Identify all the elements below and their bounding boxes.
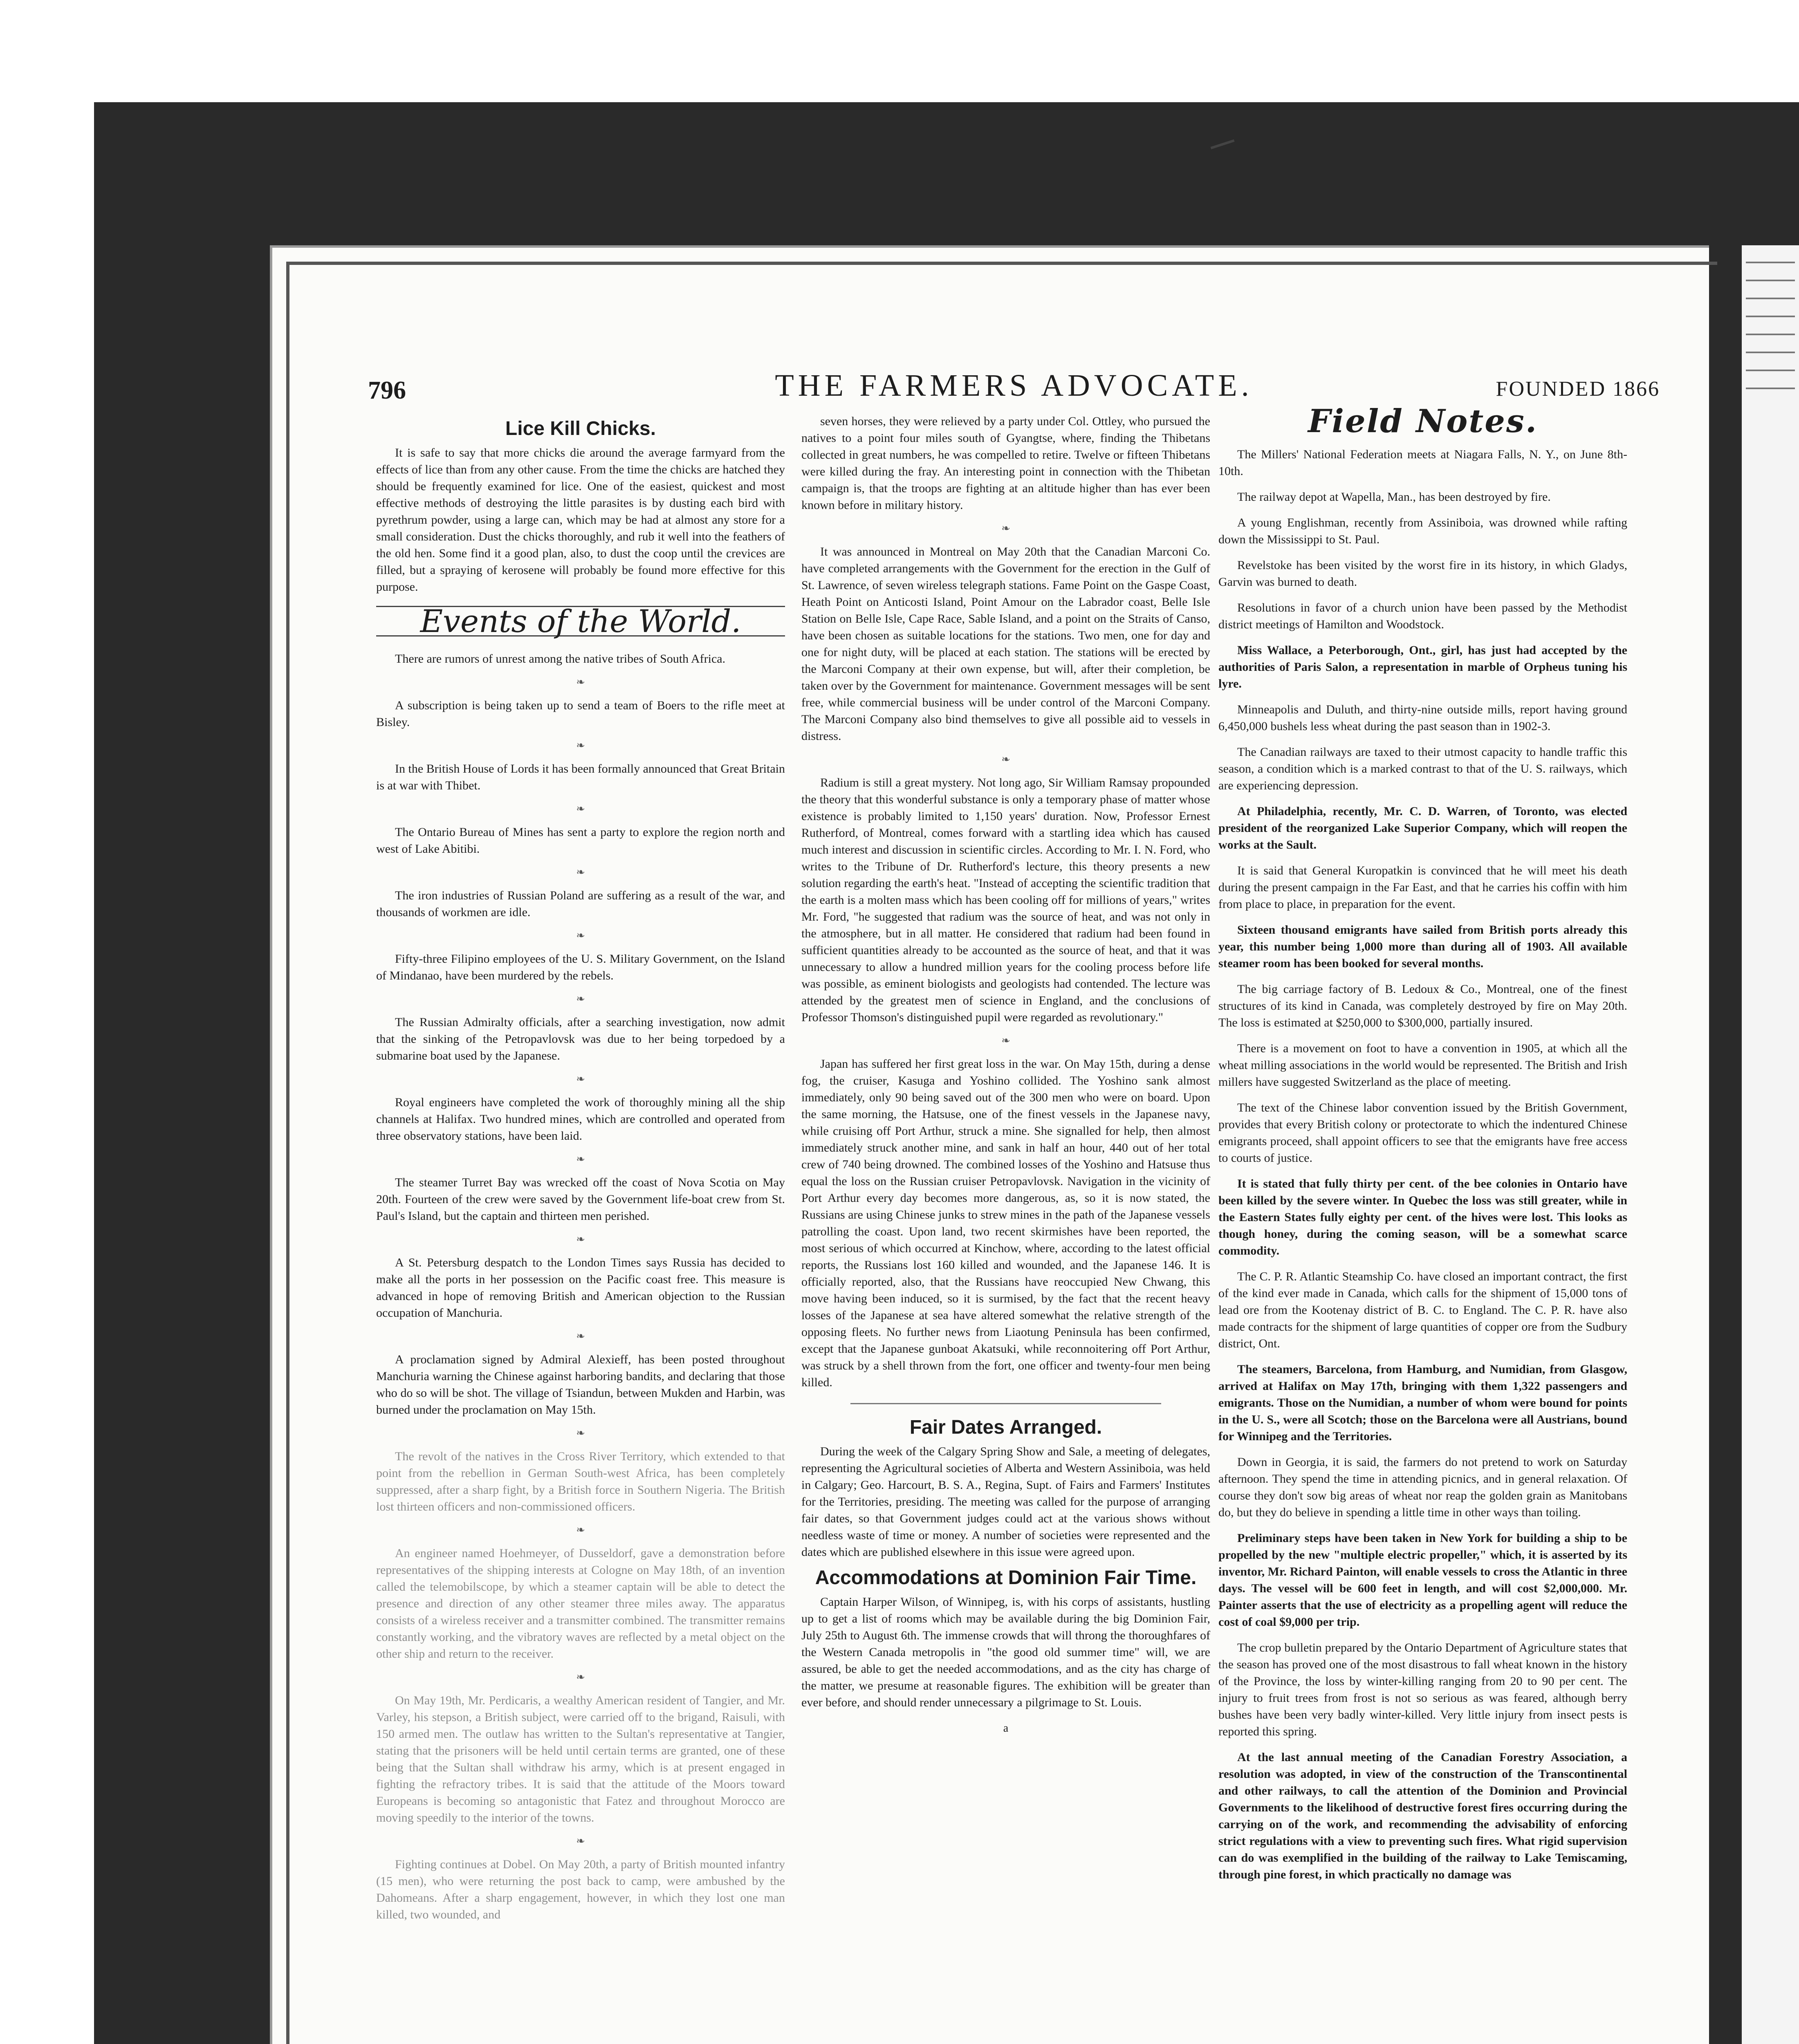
fair-dates-article: During the week of the Calgary Spring Show and Sale, a meeting of delegates, representing the Agricultural societies of Alberta and Western Assiniboia, was held in Calgary; Geo. Harcourt, B. S. A., Regina, Supt. of Fairs and Farmers' Institutes for the Territories, presiding. The meeting was called for the purpose of arranging fair dates, so that Government judges could act at the various shows without needless waste of time or money. A number of societies were represented and the dates which are published elsewhere in this issue were agreed upon. — [801, 1445, 1210, 1559]
section-rule — [850, 1403, 1161, 1404]
item-separator: ❧ — [576, 930, 585, 941]
field-note-item: At Philadelphia, recently, Mr. C. D. Warren, of Toronto, was elected president of the reorganized Lake Superior Company, which will reopen the works at the Sault. — [1218, 805, 1627, 852]
field-note-item: The Millers' National Federation meets at Niagara Falls, N. Y., on June 8th-10th. — [1218, 448, 1627, 478]
field-note-item: There is a movement on foot to have a convention in 1905, at which all the wheat milling associations in the world would be represented. The British and Irish millers have suggested Switzerland as the place of meeting. — [1218, 1042, 1627, 1089]
news-item: Royal engineers have completed the work of thoroughly mining all the ship channels at Halifax. Two hundred mines, which are controlled and operated from three observatory stations, have been laid. — [376, 1096, 785, 1143]
column-2 — [801, 413, 1210, 1737]
item-separator: ❧ — [576, 1671, 585, 1683]
news-item: A proclamation signed by Admiral Alexieff, has been posted throughout Manchuria warning the Chinese against harboring bandits, and declaring that those who do so will be shot. The village of Tsiandun, between Mukden and Harbin, was burned under the proclamation on May 15th. — [376, 1353, 785, 1416]
page-number: 796 — [368, 377, 406, 404]
field-note-item: The text of the Chinese labor convention issued by the British Government, provides that every British colony or protectorate to which the indentured Chinese emigrants proceed, shall appoint officers to see that the emigrants have free access to courts of justice. — [1218, 1101, 1627, 1165]
item-separator: ❧ — [1001, 522, 1010, 534]
accommodations-article: Captain Harper Wilson, of Winnipeg, is, with his corps of assistants, hustling up to get a list of rooms which may be available during the big Dominion Fair, July 25th to August 6th. The immense crowds that will throng the thoroughfares of the Western Canada metropolis in "the good old summer time" will, we are assured, be able to get the needed accommodations, and as the city has charge of the matter, we presume at reasonable figures. The exhibition will be greater than ever before, and should render unnecessary a pilgrimage to St. Louis. — [801, 1595, 1210, 1709]
founded-label: FOUNDED 1866 — [1496, 377, 1660, 401]
lice-article: It is safe to say that more chicks die around the average farmyard from the effects of lice than from any other cause. From the time the chicks are hatched they should be frequently examined for lice. One of the easiest, quickest and most effective methods of destroying the little parasites is by dusting each bird with pyrethrum powder, using a large can, which may be had at almost any store for a small consideration. Dust the chicks thoroughly, and rub it well into the feathers of the old hen. Some find it a good plan, also, to dust the coop until the crevices are filled, but a spraying of kerosene will probably be found more effective for this purpose. — [376, 446, 785, 594]
news-item: In the British House of Lords it has been formally announced that Great Britain is at war with Thibet. — [376, 762, 785, 792]
field-note-item: The C. P. R. Atlantic Steamship Co. have closed an important contract, the first of the kind ever made in Canada, which calls for the shipment of 15,000 tons of lead ore from the Kootenay district of B. C. to England. The C. P. R. have also made contracts for the shipment of large quantities of copper ore from the Sudbury district, Ont. — [1218, 1270, 1627, 1350]
accommodations-heading: Accommodations at Dominion Fair Time. — [815, 1567, 1197, 1589]
news-item: Fighting continues at Dobel. On May 20th, a party of British mounted infantry (15 men), who were returning the post back to camp, were ambushed by the Dahomeans. After a sharp engagement, however, in which they lost one man killed, two wounded, and — [376, 1858, 785, 1921]
item-separator: ❧ — [576, 1524, 585, 1536]
news-item: The steamer Turret Bay was wrecked off the coast of Nova Scotia on May 20th. Fourteen of the crew were saved by the Government life-boat crew from St. Paul's Island, but the captain and thirteen men perished. — [376, 1176, 785, 1223]
news-item: Radium is still a great mystery. Not long ago, Sir William Ramsay propounded the theory that this wonderful substance is only a temporary phase of matter whose existence is probably limited to 1,150 years' duration. Now, Professor Ernest Rutherford, of Montreal, comes forward with a startling idea which has caused much interest and discussion in scientific circles. According to Mr. I. N. Ford, who writes to the Tribune of Dr. Rutherford's lecture, this theory presents a new solution regarding the earth's heat. "Instead of accepting the scientific tradition that the earth is a molten mass which has been cooling off for millions of years," writes Mr. Ford, "he suggested that radium was the source of heat, and was not only in the atmosphere, but in all matter. He considered that radium had been found in sufficient quantities already to be accounted as the source of heat, and that it was unnecessary to allow a hundred million years for the cooling process before life was possible, as eminent biologists and geologists had contended. The lecture was attended by the greatest men of science in England, and the conclusions of Professor Thomson's distinguished pupil were regarded as revolutionary." — [801, 776, 1210, 1024]
item-separator: ❧ — [1001, 753, 1010, 765]
news-item: The iron industries of Russian Poland are suffering as a result of the war, and thousands of workmen are idle. — [376, 889, 785, 919]
item-separator: ❧ — [576, 1427, 585, 1439]
news-item: A subscription is being taken up to send a team of Boers to the rifle meet at Bisley. — [376, 699, 785, 729]
field-note-item: It is said that General Kuropatkin is convinced that he will meet his death during the present campaign in the Far East, and that he carries his coffin with him from place to place, in preparation for the event. — [1218, 864, 1627, 911]
item-separator: ❧ — [1001, 1035, 1010, 1047]
news-item: An engineer named Hoehmeyer, of Dusseldorf, gave a demonstration before representatives of the shipping interests at Cologne on May 18th, of an invention called the telemobilscope, by which a steamer captain will be able to detect the presence and direction of any other steamer three miles away. The apparatus consists of a wireless receiver and a transmitter combined. The transmitter remains constantly working, and the vibratory waves are reflected by a metal object on the other ship and return to the receiver. — [376, 1546, 785, 1661]
lice-heading: Lice Kill Chicks. — [505, 418, 656, 439]
field-note-item: A young Englishman, recently from Assiniboia, was drowned while rafting down the Mississippi to St. Paul. — [1218, 516, 1627, 546]
field-note-item: The crop bulletin prepared by the Ontario Department of Agriculture states that the season has proved one of the most disastrous to fall wheat known in the history of the Province, the loss by winter-killing ranging from 20 to 90 per cent. The injury to fruit trees from frost is not so serious as was feared, although berry bushes have been very badly winter-killed. Very little injury from insect pests is reported this spring. — [1218, 1641, 1627, 1738]
news-item: It was announced in Montreal on May 20th that the Canadian Marconi Co. have completed arrangements with the Government for the erection in the Gulf of St. Lawrence, of seven wireless telegraph stations. Fame Point on the Gaspe Coast, Heath Point on Anticosti Island, Point Amour on the Labrador coast, Belle Isle Station on Belle Isle, Cape Race, Sable Island, and a point on the Straits of Canso, have been chosen as suitable locations for the stations. Two men, one for day and one for night duty, will be placed at each station. The stations will be erected by the Marconi Company at their own expense, but will, after their completion, be taken over by the Government for maintenance. Government messages will be sent free, while commercial business will be under control of the Marconi Company. The Marconi Company also bind themselves to give all possible aid to vessels in distress. — [801, 545, 1210, 743]
field-note-item: Down in Georgia, it is said, the farmers do not pretend to work on Saturday afternoon. They spend the time in attending picnics, and in general relaxation. Of course they don't sow big areas of wheat nor reap the golden grain as Manitobans do, but they do believe in spending a little time in other ways than toiling. — [1218, 1455, 1627, 1519]
field-note-item: The big carriage factory of B. Ledoux & Co., Montreal, one of the finest structures of its kind in Canada, was completely destroyed by fire on May 20th. The loss is estimated at $250,000 to $300,000, partially insured. — [1218, 982, 1627, 1029]
column-3 — [1218, 403, 1627, 1892]
item-separator: ❧ — [576, 803, 585, 815]
field-note-item: It is stated that fully thirty per cent. of the bee colonies in Ontario have been killed by the severe winter. In Quebec the loss was still greater, while in the Eastern States fully eighty per cent. of the hives were lost. This looks as though honey, during the coming season, will be a somewhat scarce commodity. — [1218, 1177, 1627, 1257]
field-note-item: Miss Wallace, a Peterborough, Ont., girl, has just had accepted by the authorities of Paris Salon, a representation in marble of Orpheus tuning his lyre. — [1218, 643, 1627, 690]
events-banner: Events of the World. — [376, 606, 785, 637]
item-separator: ❧ — [576, 1330, 585, 1342]
news-item: On May 19th, Mr. Perdicaris, a wealthy American resident of Tangier, and Mr. Varley, his stepson, a British subject, were carried off to the brigand, Raisuli, with 150 armed men. The outlaw has written to the Sultan's representative at Tangier, stating that the prisoners will be held until certain terms are granted, one of these being that the Sultan shall withdraw his army, which is at present engaged in fighting the refractory tribes. It is said that the attitude of the Moors toward Europeans is becoming so antagonistic that Fatez and throughout Morocco are moving speedily to the interior of the towns. — [376, 1694, 785, 1824]
fair-dates-heading: Fair Dates Arranged. — [909, 1416, 1102, 1438]
item-separator: ❧ — [576, 1233, 585, 1245]
item-separator: ❧ — [576, 1835, 585, 1847]
field-note-item: Preliminary steps have been taken in New York for building a ship to be propelled by the new "multiple electric propeller," which, it is asserted by its inventor, Mr. Richard Painton, will enable vessels to cross the Atlantic in three days. The vessel will be 600 feet in length, and will cost $2,000,000. Mr. Painter asserts that the use of electricity as a propelling agent will reduce the cost of coal $9,000 per trip. — [1218, 1531, 1627, 1629]
field-note-item: At the last annual meeting of the Canadian Forestry Association, a resolution was adopted, in view of the construction of the Transcontinental and other railways, to call the attention of the Dominion and Provincial Governments to the likelihood of destructive forest fires occurring during the carrying on of the work, and recommending the advisability of enforcing strict regulations with a view to preventing such fires. What rigid supervision can do was exemplified in the building of the railway to Lake Temiscaming, through pine forest, in which practically no damage was — [1218, 1750, 1627, 1881]
item-separator: ❧ — [576, 993, 585, 1005]
field-note-item: Sixteen thousand emigrants have sailed from British ports already this year, this number being 1,000 more than during all of 1903. All available steamer room has been booked for several months. — [1218, 923, 1627, 970]
item-separator: ❧ — [576, 676, 585, 688]
field-note-item: Revelstoke has been visited by the worst fire in its history, in which Gladys, Garvin was burned to death. — [1218, 558, 1627, 589]
item-separator: ❧ — [576, 1153, 585, 1165]
news-item: The Russian Admiralty officials, after a searching investigation, now admit that the sinking of the Petropavlovsk was due to her being torpedoed by a submarine boat used by the Japanese. — [376, 1015, 785, 1062]
news-item: The Ontario Bureau of Mines has sent a party to explore the region north and west of Lake Abitibi. — [376, 825, 785, 856]
field-notes-heading: Field Notes. — [1308, 403, 1538, 440]
column-1 — [376, 413, 785, 1932]
news-item: A St. Petersburg despatch to the London Times says Russia has decided to make all the ports in her possession on the Pacific coast free. This measure is advanced in hope of removing British and American objection to the Russian occupation of Manchuria. — [376, 1256, 785, 1320]
news-item: seven horses, they were relieved by a party under Col. Ottley, who pursued the natives to a point four miles south of Gyangtse, where, finding the Thibetans collected in great numbers, he was compelled to retire. Twelve or fifteen Thibetans were killed during the fray. An interesting point in connection with the Thibetan campaign is, that the troops are fighting at an altitude higher than has ever been known before in military history. — [801, 415, 1210, 512]
item-separator: ❧ — [576, 866, 585, 878]
news-item: The revolt of the natives in the Cross River Territory, which extended to that point from the rebellion in German South-west Africa, has been completely suppressed, after a sharp fight, by a British force in Southern Nigeria. The British lost thirteen officers and non-commissioned officers. — [376, 1450, 785, 1513]
signature-mark: a — [1003, 1722, 1009, 1735]
news-item: Fifty-three Filipino employees of the U. S. Military Government, on the Island of Mindanao, have been murdered by the rebels. — [376, 952, 785, 982]
news-item: There are rumors of unrest among the native tribes of South Africa. — [395, 652, 726, 666]
field-note-item: The Canadian railways are taxed to their utmost capacity to handle traffic this season, a condition which is a marked contrast to that of the U. S. railways, which are experiencing depression. — [1218, 745, 1627, 792]
field-notes-list — [1218, 446, 1627, 1883]
field-note-item: The railway depot at Wapella, Man., has been destroyed by fire. — [1237, 490, 1551, 504]
news-item: Japan has suffered her first great loss in the war. On May 15th, during a dense fog, the cruiser, Kasuga and Yoshino collided. The Yoshino sank almost immediately, only 90 being saved out of the 300 men who were on board. Upon the same morning, the Hatsuse, one of the finest vessels in the Japanese navy, while cruising off Port Arthur, struck a mine. She signalled for help, then almost immediately struck another mine, and sank in half an hour, 440 out of her total crew of 740 being drowned. The combined losses of the Yoshino and Hatsuse thus equal the loss on the Russian cruiser Petropavlovsk. Navigation in the vicinity of Port Arthur every day becomes more dangerous, as, so it is now stated, the Russians are using Chinese junks to strew mines in the path of the Japanese vessels patrolling the coast. Upon land, two recent skirmishes have been reported, the most serious of which occurred at Kinchow, where, according to the latest official reports, the Russians lost 160 killed and wounded, and the Japanese 146. It is officially reported, also, that the Russians have reoccupied New Chwang, this move having been induced, so it is surmised, by the fact that the recent heavy losses of the Japanese at sea have altered somewhat the relative strength of the opposing fleets. No further news from Liaotung Peninsula has been confirmed, except that the Japanese gunboat Akatsuki, while reconnoitering off Port Arthur, was struck by a shell thrown from the fort, one officer and twenty-four men being killed. — [801, 1057, 1210, 1389]
opposite-page-edge — [1742, 245, 1799, 2044]
masthead: THE FARMERS ADVOCATE. — [775, 368, 1253, 403]
field-note-item: Resolutions in favor of a church union have been passed by the Methodist district meetings of Hamilton and Woodstock. — [1218, 601, 1627, 631]
item-separator: ❧ — [576, 1073, 585, 1085]
field-note-item: The steamers, Barcelona, from Hamburg, and Numidian, from Glasgow, arrived at Halifax on May 17th, bringing with them 1,322 passengers and emigrants. Those on the Numidian, a number of whom were bound for points in the U. S., were all Scotch; those on the Barcelona were all Austrians, bound for Winnipeg and the Territories. — [1218, 1363, 1627, 1443]
field-note-item: Minneapolis and Duluth, and thirty-nine outside mills, report having ground 6,450,000 bushels less wheat during the past season than in 1902-3. — [1218, 703, 1627, 733]
item-separator: ❧ — [576, 740, 585, 751]
